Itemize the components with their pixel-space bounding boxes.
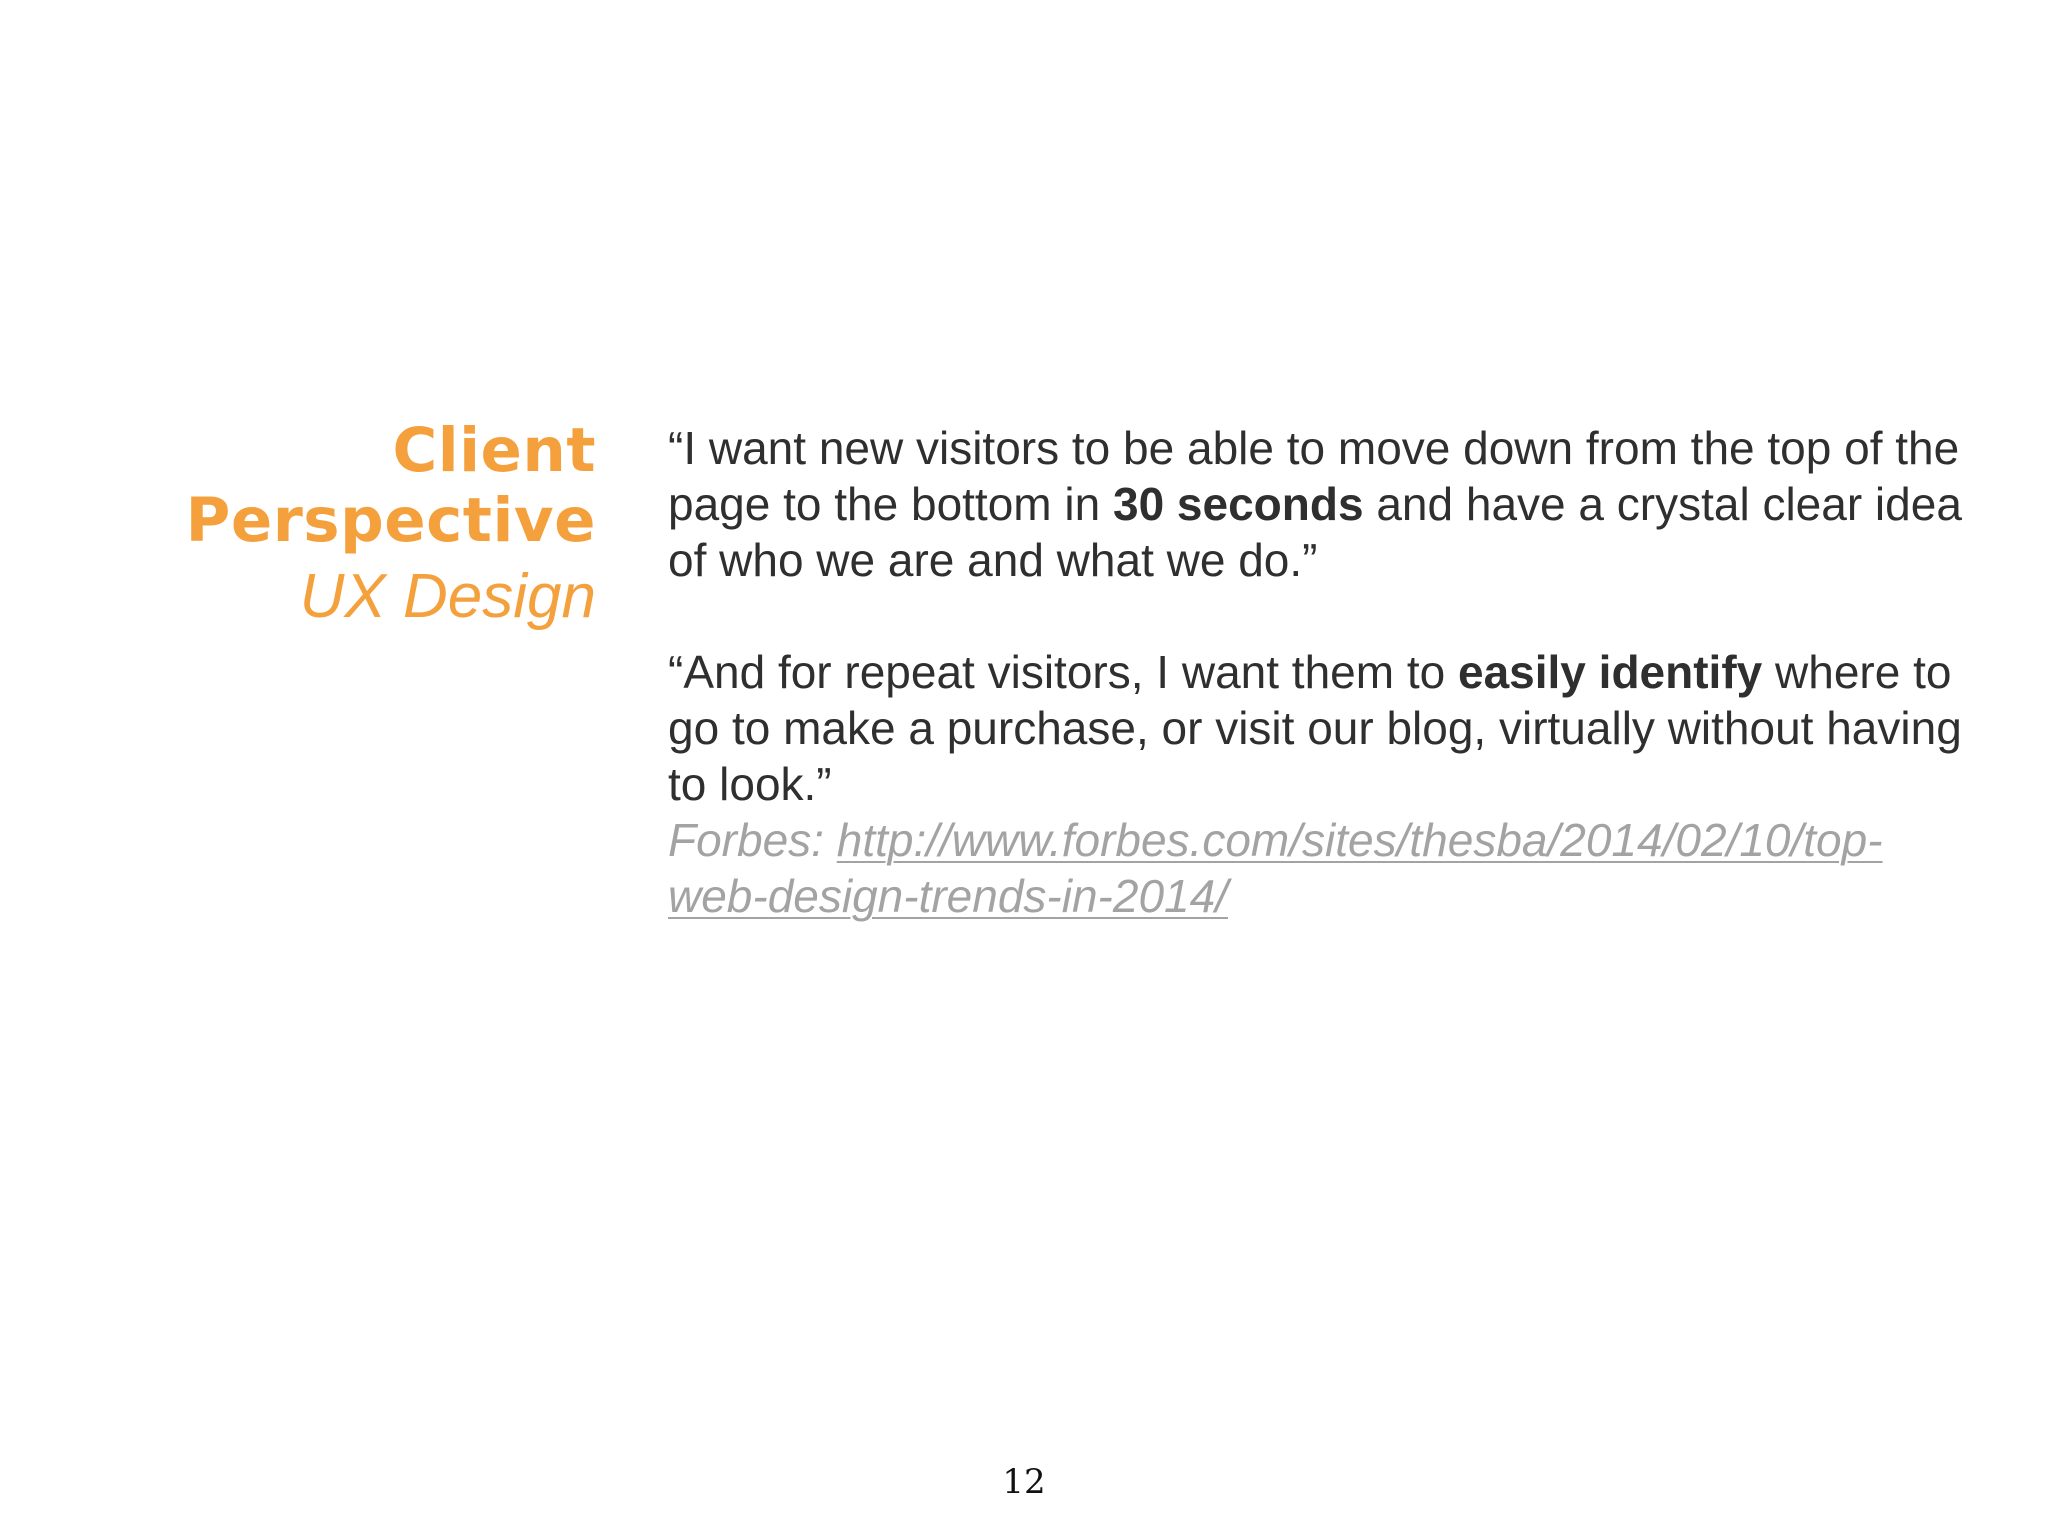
slide-title-block [100, 416, 596, 638]
source-label: Forbes: [668, 814, 837, 866]
quote-2-emphasis: easily identify [1458, 646, 1763, 698]
quote-1-emphasis: 30 seconds [1112, 478, 1364, 530]
quote-2-text-after: where to go to make a purchase, or visit our blog, virtually without having to look.” [668, 646, 1962, 810]
source-link[interactable]: http://www.forbes.com/sites/thesba/2014/02/10/top-web-design-trends-in-2014/ [668, 814, 1883, 922]
quote-2-text-before: “And for repeat visitors, I want them to [668, 646, 1458, 698]
quote-paragraph-2 [668, 644, 1968, 812]
source-citation [668, 812, 1968, 924]
quote-1-text-after: and have a crystal clear idea of who we are and what we do.” [668, 478, 1962, 586]
quote-paragraph-1 [668, 420, 1968, 588]
quote-body [668, 420, 1968, 924]
quote-1-text-before: “I want new visitors to be able to move down from the top of the page to the bottom in [668, 422, 1960, 530]
slide-subtitle: UX Design [299, 562, 596, 631]
slide-title-line-1: Client [392, 415, 596, 486]
page-number: 12 [1002, 1462, 1046, 1502]
slide-title-line-2: Perspective [185, 485, 596, 556]
